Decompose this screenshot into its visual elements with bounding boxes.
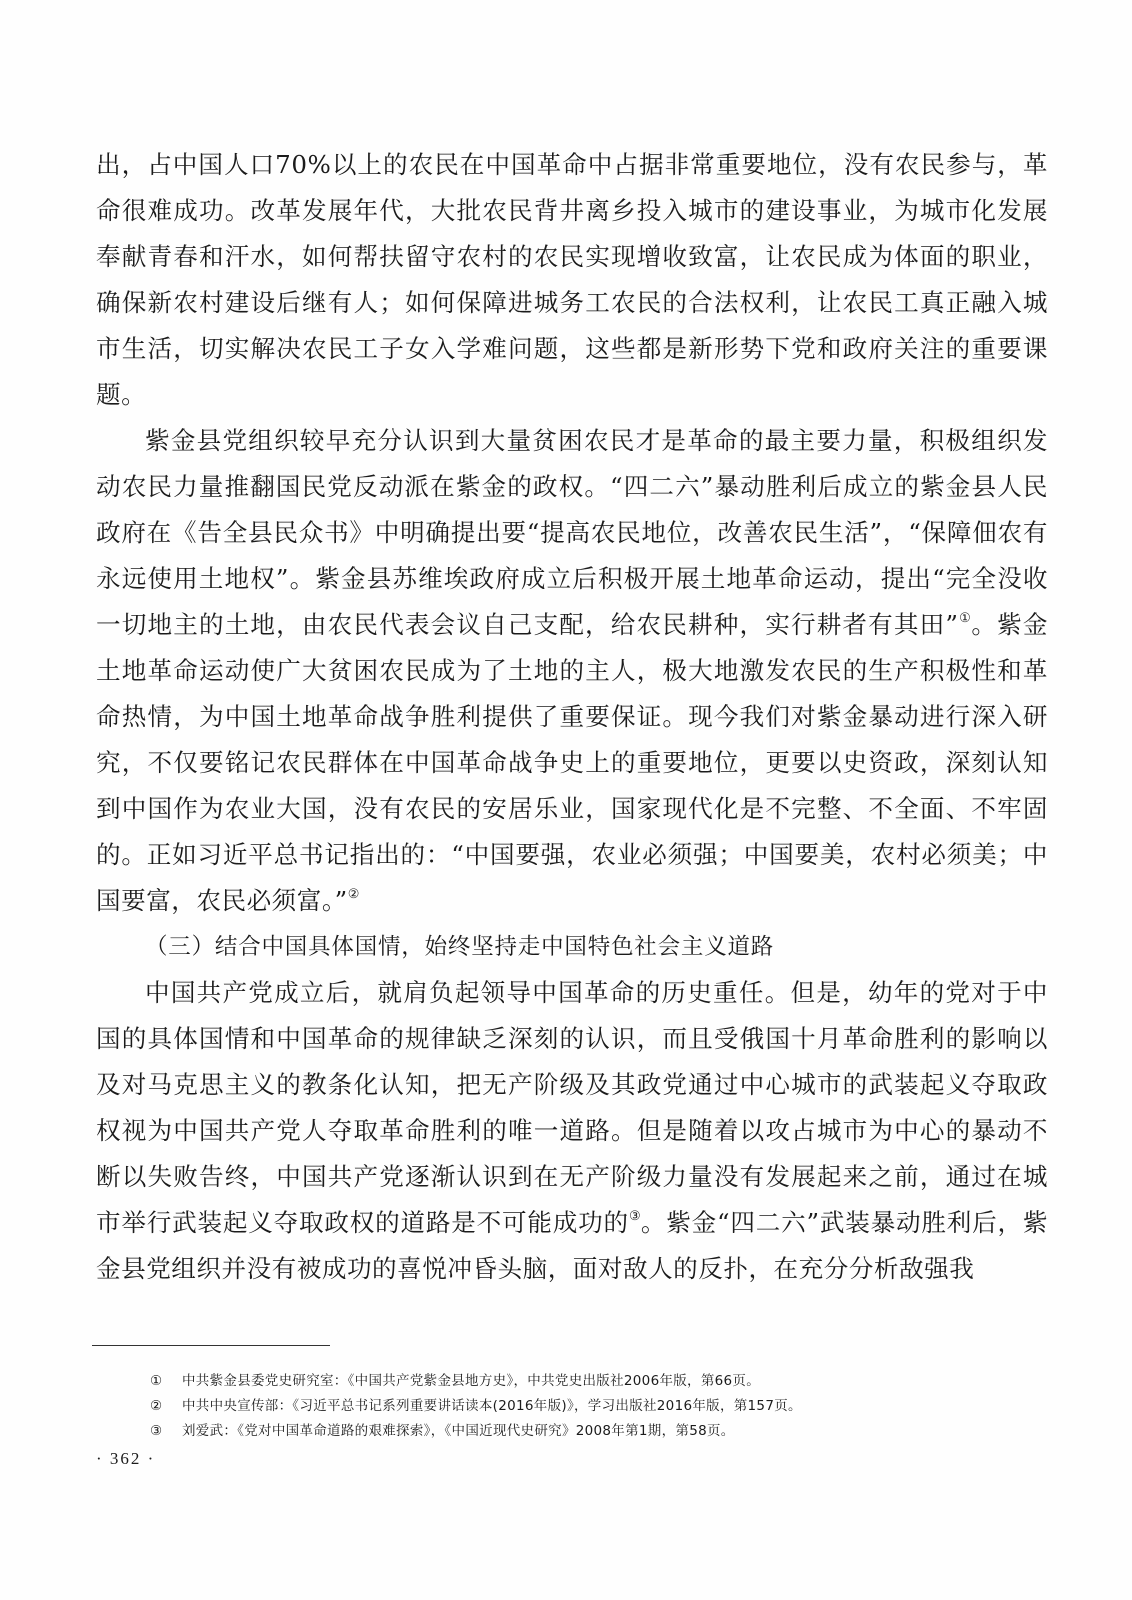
- footnote-2-mark: ②: [150, 1398, 163, 1414]
- footnote-2: [150, 1394, 1050, 1419]
- paragraph-3-text-b: 。紫金“四二六”武装暴动胜利后，紫金县党组织并没有被成功的喜悦冲昏头脑，面对敌人的反扑，在充分分析敌强我: [96, 1208, 1048, 1283]
- footnote-1: [150, 1369, 1050, 1394]
- footnote-ref-1[interactable]: ①: [958, 611, 972, 626]
- paragraph-3-text-a: 中国共产党成立后，就肩负起领导中国革命的历史重任。但是，幼年的党对于中国的具体国情和中国革命的规律缺乏深刻的认识，而且受俄国十月革命胜利的影响以及对马克思主义的教条化认知，把无产阶级及其政党通过中心城市的武装起义夺取政权视为中国共产党人夺取革命胜利的唯一道路。但是随着以攻占城市为中心的暴动不断以失败告终，中国共产党逐渐认识到在无产阶级力量没有发展起来之前，通过在城市举行武装起义夺取政权的道路是不可能成功的: [96, 978, 1048, 1237]
- paragraph-continued: [96, 142, 1048, 418]
- paragraph-zijin-peasants: [96, 418, 1048, 924]
- footnote-3: [150, 1419, 1050, 1444]
- footnote-ref-2[interactable]: ②: [347, 887, 360, 902]
- footnote-ref-3[interactable]: ③: [628, 1209, 641, 1224]
- section-heading: （三）结合中国具体国情，始终坚持走中国特色社会主义道路: [145, 934, 775, 960]
- paragraph-revolution-road: [96, 970, 1048, 1292]
- page-number: · 362 ·: [96, 1449, 156, 1468]
- footnotes: [150, 1369, 1050, 1444]
- footnote-1-text: 中共紫金县委党史研究室：《中国共产党紫金县地方史》，中共党史出版社2006年版，第66页。: [182, 1373, 761, 1389]
- paragraph-1-text: 出，占中国人口70%以上的农民在中国革命中占据非常重要地位，没有农民参与，革命很难成功。改革发展年代，大批农民背井离乡投入城市的建设事业，为城市化发展奉献青春和汗水，如何帮扶留守农村的农民实现增收致富，让农民成为体面的职业，确保新农村建设后继有人；如何保障进城务工农民的合法权利，让农民工真正融入城市生活，切实解决农民工子女入学难问题，这些都是新形势下党和政府关注的重要课题。: [96, 150, 1048, 409]
- footnote-2-text: 中共中央宣传部：《习近平总书记系列重要讲话读本(2016年版)》，学习出版社2016年版，第157页。: [182, 1398, 802, 1414]
- footnote-3-mark: ③: [150, 1423, 163, 1439]
- paragraph-2-text-a: 紫金县党组织较早充分认识到大量贫困农民才是革命的最主要力量，积极组织发动农民力量推翻国民党反动派在紫金的政权。“四二六”暴动胜利后成立的紫金县人民政府在《告全县民众书》中明确提出要“提高农民地位，改善农民生活”，“保障佃农有永远使用土地权”。紫金县苏维埃政府成立后积极开展土地革命运动，提出“完全没收一切地主的土地，由农民代表会议自己支配，给农民耕种，实行耕者有其田”: [96, 426, 1048, 639]
- footnote-1-mark: ①: [150, 1373, 163, 1389]
- body-text: [96, 142, 1048, 1292]
- paragraph-2-text-b: 。紫金土地革命运动使广大贫困农民成为了土地的主人，极大地激发农民的生产积极性和革命热情，为中国土地革命战争胜利提供了重要保证。现今我们对紫金暴动进行深入研究，不仅要铭记农民群体在中国革命战争史上的重要地位，更要以史资政，深刻认知到中国作为农业大国，没有农民的安居乐业，国家现代化是不完整、不全面、不牢固的。正如习近平总书记指出的：“中国要强，农业必须强；中国要美，农村必须美；中国要富，农民必须富。”: [96, 610, 1048, 915]
- footnote-divider: [92, 1345, 330, 1346]
- footnote-3-text: 刘爱武：《党对中国革命道路的艰难探索》，《中国近现代史研究》2008年第1期，第58页。: [182, 1423, 735, 1439]
